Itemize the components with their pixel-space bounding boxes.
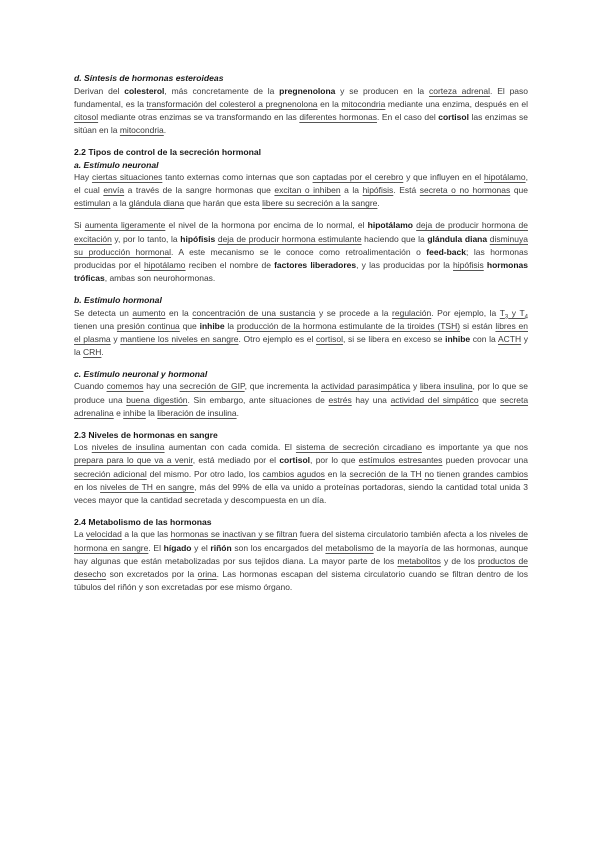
subsection-heading: c. Estímulo neuronal y hormonal xyxy=(74,368,208,379)
subsection-heading: d. Síntesis de hormonas esteroideas xyxy=(74,73,224,83)
section-control-types xyxy=(74,146,528,420)
paragraph: Derivan del colesterol, más concretamente de la pregnenolona y se producen en la corteza adrenal. El paso fundamental, es la transformación del colesterol a pregnenolona en la mitocondria mediante una enzima, después en el citosol mediante otras enzimas se va transformando en las diferentes hormonas. En el caso del cortisol las enzimas se sitúan en la mitocondria. xyxy=(74,85,529,135)
section-synthesis xyxy=(74,72,528,137)
section-heading: 2.2 Tipos de control de la secreción hormonal xyxy=(74,146,262,157)
paragraph: Hay ciertas situaciones tanto externas como internas que son captadas por el cerebro y que influyen en el hipotálamo, el cual envía a través de la sangre hormonas que excitan o inhiben a la hipófisis. Está secreta o no hormonas que estimulan a la glándula diana que harán que esta libere su secreción a la sangre. xyxy=(74,172,528,209)
section-heading: 2.4 Metabolismo de las hormonas xyxy=(74,516,212,527)
paragraph: La velocidad a la que las hormonas se inactivan y se filtran fuera del sistema circulatorio también afecta a los niveles de hormona en sangre. El hígado y el riñón son los encargados del metabolismo de la mayoría de las hormonas, aunque hay algunas que están metabolizadas por sus tejidos diana. La mayor parte de los metabolitos y de los productos de desecho son excretados por la orina. Las hormonas escapan del sistema circulatorio cuando se filtran dentro de los túbulos del riñón y son excretadas por ese mismo órgano. xyxy=(74,529,528,592)
subsection-heading: a. Estímulo neuronal xyxy=(74,159,159,170)
section-heading: 2.3 Niveles de hormonas en sangre xyxy=(74,429,218,440)
paragraph: Los niveles de insulina aumentan con cada comida. El sistema de secreción circadiano es importante ya que nos prepara para lo que va a venir, está mediado por el cortisol, por lo que estímulos estresantes pueden provocar una secreción adicional del mismo. Por otro lado, los cambios agudos en la secreción de la TH no tienen grandes cambios en los niveles de TH en sangre, más del 99% de ella va unido a proteínas portadoras, siendo la cantidad total unida 3 veces mayor que la cantidad secretada y descompuesta en un día. xyxy=(74,442,529,505)
section-metabolism xyxy=(74,516,528,594)
document-page xyxy=(74,72,528,603)
subsection-heading: b. Estímulo hormonal xyxy=(74,294,162,305)
paragraph: Cuando comemos hay una secreción de GIP, que incrementa la actividad parasimpática y libera insulina, por lo que se produce una buena digestión. Sin embargo, ante situaciones de estrés hay una actividad del simpático que secreta adrenalina e inhibe la liberación de insulina. xyxy=(74,381,529,418)
paragraph: Si aumenta ligeramente el nivel de la hormona por encima de lo normal, el hipotálamo deja de producir hormona de excitación y, por lo tanto, la hipófisis deja de producir hormona estimulante haciendo que la glándula diana disminuya su producción hormonal. A este mecanismo se le conoce como retroalimentación o feed-back; las hormonas producidas por el hipotálamo reciben el nombre de factores liberadores, y las producidas por la hipófisis hormonas tróficas, ambas son neurohormonas. xyxy=(74,220,529,283)
paragraph: Se detecta un aumento en la concentración de una sustancia y se procede a la regulación. Por ejemplo, la $T_3$ y $T_4$ tienen una presión continua que inhibe la producción de la hormona estimulante de la tiroides (TSH) si están libres en el plasma y mantiene los niveles en sangre. Otro ejemplo es el cortisol, si se libera en exceso se inhibe con la ACTH y la CRH. xyxy=(74,307,528,357)
section-blood-levels xyxy=(74,429,528,507)
